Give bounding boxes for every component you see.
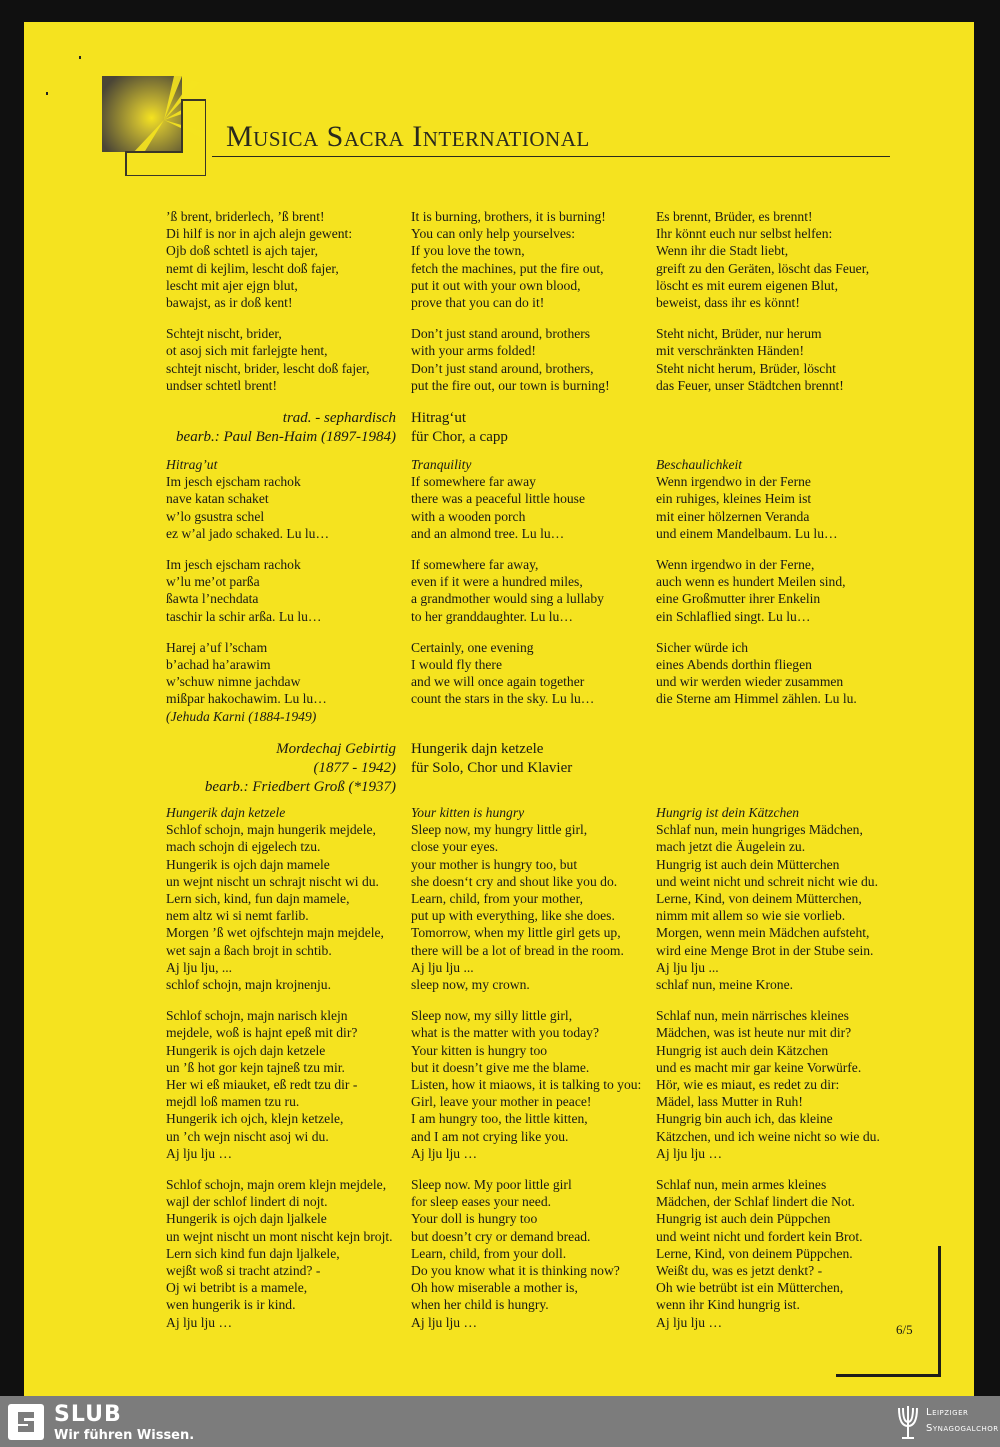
lyric-line: ein ruhiges, kleines Heim ist bbox=[656, 491, 812, 507]
song3-english bbox=[411, 804, 649, 1331]
stanza bbox=[656, 208, 886, 311]
lyric-line: w’lu me’ot parßa bbox=[166, 574, 260, 590]
lyric-line: Schlof schojn, majn hungerik mejdele, bbox=[166, 822, 376, 838]
song1-german bbox=[656, 208, 886, 394]
lyric-line: wen hungerik is ir kind. bbox=[166, 1297, 296, 1313]
lyric-line: and we will once again together bbox=[411, 674, 585, 690]
lyric-line: Steht nicht, Brüder, nur herum bbox=[656, 326, 822, 342]
lyricist: (Jehuda Karni (1884-1949) bbox=[166, 708, 317, 724]
stanza bbox=[411, 208, 649, 311]
lyric-line: your mother is hungry too, but bbox=[411, 856, 578, 872]
lyric-line: Your doll is hungry too bbox=[411, 1211, 538, 1227]
lyric-line: Schlaf nun, mein armes kleines bbox=[656, 1177, 827, 1193]
lyric-line: Sleep now, my hungry little girl, bbox=[411, 822, 588, 838]
column-title: Your kitten is hungry bbox=[411, 805, 525, 820]
stanza bbox=[656, 1176, 886, 1331]
lyric-line: nem altz wi si nemt farlib. bbox=[166, 908, 309, 924]
lyric-line: Aj lju lju … bbox=[166, 1314, 233, 1330]
lyric-line: das Feuer, unser Städtchen brennt! bbox=[656, 377, 844, 393]
lyric-line: Hör, wie es miaut, es redet zu dir: bbox=[656, 1077, 840, 1093]
lyric-line: Sleep now. My poor little girl bbox=[411, 1177, 572, 1193]
lyric-line: Do you know what it is thinking now? bbox=[411, 1263, 620, 1279]
lyric-line: und einem Mandelbaum. Lu lu… bbox=[656, 525, 838, 541]
song3-credit bbox=[134, 740, 396, 797]
lyric-line: Hungrig ist auch dein Püppchen bbox=[656, 1211, 831, 1227]
stanza bbox=[656, 1007, 886, 1162]
lyric-line: ’ß brent, briderlech, ’ß brent! bbox=[166, 209, 325, 224]
stanza bbox=[166, 556, 406, 625]
stanza bbox=[656, 325, 886, 394]
lyric-line: Sleep now, my silly little girl, bbox=[411, 1008, 573, 1024]
lyric-line: and an almond tree. Lu lu… bbox=[411, 525, 565, 541]
stanza bbox=[411, 325, 649, 394]
stanza bbox=[411, 1176, 649, 1331]
lyric-line: what is the matter with you today? bbox=[411, 1025, 600, 1041]
lyric-line: Aj lju lju, ... bbox=[166, 959, 233, 975]
lyric-line: nave katan schaket bbox=[166, 491, 269, 507]
lyric-line: Harej a’uf l’scham bbox=[166, 639, 268, 655]
stanza bbox=[656, 821, 886, 993]
lyric-line: even if it were a hundred miles, bbox=[411, 574, 583, 590]
lyric-line: undser schtetl brent! bbox=[166, 377, 277, 393]
lyric-line: Schlaf nun, mein närrisches kleines bbox=[656, 1008, 849, 1024]
lyric-line: If somewhere far away, bbox=[411, 557, 539, 573]
column-title: Hungrig ist dein Kätzchen bbox=[656, 805, 800, 820]
program-sheet bbox=[24, 22, 974, 1396]
lyric-line: beweist, dass ihr es könnt! bbox=[656, 295, 800, 311]
brand-title: Musica Sacra International bbox=[226, 120, 590, 153]
lyric-line: Certainly, one evening bbox=[411, 639, 534, 655]
lyric-line: Hungrig bin auch ich, das kleine bbox=[656, 1111, 833, 1127]
credit-line: bearb.: Paul Ben-Haim (1897-1984) bbox=[176, 429, 396, 445]
song3-german bbox=[656, 804, 886, 1331]
lyric-line: löscht es mit eurem eigenen Blut, bbox=[656, 277, 838, 293]
lyric-line: Schlof schojn, majn narisch klejn bbox=[166, 1008, 348, 1024]
lyric-line: w’lo gsustra schel bbox=[166, 508, 265, 524]
lyric-line: un wejnt nischt un schrajt nischt wi du. bbox=[166, 873, 379, 889]
lyric-line: there will be a lot of bread in the room. bbox=[411, 942, 624, 958]
lyric-line: eines Abends dorthin fliegen bbox=[656, 657, 812, 673]
lyric-line: she doesn‘t cry and shout like you do. bbox=[411, 873, 618, 889]
lyric-line: Aj lju lju … bbox=[166, 1145, 233, 1161]
lyric-line: mejdl loß mamen tzu ru. bbox=[166, 1094, 300, 1110]
lyric-line: Weißt du, was es jetzt denkt? - bbox=[656, 1263, 823, 1279]
lyric-line: mißpar hakochawim. Lu lu… bbox=[166, 691, 327, 707]
lyric-line: Di hilf is nor in ajch alejn gewent: bbox=[166, 226, 353, 242]
lyric-line: put the fire out, our town is burning! bbox=[411, 377, 610, 393]
lyric-line: Listen, how it miaows, it is talking to you: bbox=[411, 1077, 642, 1093]
song1-yiddish bbox=[166, 208, 406, 394]
song1-english bbox=[411, 208, 649, 394]
credit-line: Mordechaj Gebirtig bbox=[276, 741, 396, 757]
lyric-line: Learn, child, from your mother, bbox=[411, 891, 583, 907]
stanza bbox=[411, 473, 649, 542]
speck bbox=[46, 92, 48, 95]
lyric-line: If somewhere far away bbox=[411, 474, 536, 490]
lyric-line: und weint nicht und fordert kein Brot. bbox=[656, 1228, 863, 1244]
stanza bbox=[411, 556, 649, 625]
lyric-line: with a wooden porch bbox=[411, 508, 526, 524]
column-title: Hitrag’ut bbox=[166, 457, 218, 472]
lyric-line: und wir werden wieder zusammen bbox=[656, 674, 844, 690]
credit-line: (1877 - 1942) bbox=[313, 760, 396, 776]
lyric-line: mit einer hölzernen Veranda bbox=[656, 508, 810, 524]
lyric-line: Ihr könnt euch nur selbst helfen: bbox=[656, 226, 833, 242]
lyric-line: but doesn’t cry or demand bread. bbox=[411, 1228, 591, 1244]
stanza bbox=[656, 473, 886, 542]
choir-name-line1: Leipziger bbox=[926, 1407, 969, 1418]
lyric-line: bawajst, as ir doß kent! bbox=[166, 295, 293, 311]
lyric-line: Im jesch ejscham rachok bbox=[166, 557, 301, 573]
stanza bbox=[411, 821, 649, 993]
lyric-line: Her wi eß miauket, eß redt tzu dir - bbox=[166, 1077, 358, 1093]
lyric-line: Oh how miserable a mother is, bbox=[411, 1280, 578, 1296]
lyric-line: Es brennt, Brüder, es brennt! bbox=[656, 209, 813, 224]
lyric-line: when her child is hungry. bbox=[411, 1297, 549, 1313]
lyric-line: Aj lju lju … bbox=[656, 1145, 723, 1161]
song2-english bbox=[411, 456, 649, 708]
lyric-line: wajl der schlof lindert di nojt. bbox=[166, 1194, 328, 1210]
lyric-line: Hungerik is ojch dajn mamele bbox=[166, 856, 330, 872]
lyric-line: lescht mit ajer ejgn blut, bbox=[166, 277, 298, 293]
stanza bbox=[166, 473, 406, 542]
footer-bar bbox=[0, 1396, 1000, 1447]
lyric-line: You can only help yourselves: bbox=[411, 226, 575, 242]
title-rule bbox=[212, 156, 890, 157]
lyric-line: mach jetzt die Äugelein zu. bbox=[656, 839, 806, 855]
song2-german bbox=[656, 456, 886, 708]
lyric-line: Don’t just stand around, brothers bbox=[411, 326, 591, 342]
lyric-line: Aj lju lju … bbox=[656, 1314, 723, 1330]
lyric-line: und weint nicht und schreit nicht wie du. bbox=[656, 873, 878, 889]
stanza bbox=[166, 821, 406, 993]
lyric-line: I would fly there bbox=[411, 657, 502, 673]
lyric-line: auch wenn es hundert Meilen sind, bbox=[656, 574, 846, 590]
lyric-line: ot asoj sich mit farlejgte hent, bbox=[166, 343, 328, 359]
lyric-line: Oj wi betribt is a mamele, bbox=[166, 1280, 308, 1296]
lyric-line: ez w’al jado schaked. Lu lu… bbox=[166, 525, 330, 541]
lyric-line: nemt di kejlim, lescht doß fajer, bbox=[166, 260, 339, 276]
lyric-line: to her granddaughter. Lu lu… bbox=[411, 608, 573, 624]
song2-hebrew bbox=[166, 456, 406, 725]
song2-title bbox=[411, 409, 649, 447]
choir-name-line2: Synagogalchor bbox=[926, 1423, 999, 1434]
stanza bbox=[656, 556, 886, 625]
page-number: 6/5 bbox=[896, 1322, 913, 1337]
lyric-line: un ’ß hot gor kejn tajneß tzu mir. bbox=[166, 1059, 345, 1075]
stanza bbox=[411, 639, 649, 708]
speck bbox=[79, 56, 81, 59]
lyric-line: Mädchen, der Schlaf lindert die Not. bbox=[656, 1194, 855, 1210]
slub-logo-icon[interactable] bbox=[8, 1404, 44, 1440]
lyric-line: und es macht mir gar keine Vorwürfe. bbox=[656, 1059, 862, 1075]
lyric-line: mejdele, woß is hajnt epeß mit dir? bbox=[166, 1025, 358, 1041]
lyric-line: for sleep eases your need. bbox=[411, 1194, 552, 1210]
lyric-line: Mädchen, was ist heute nur mit dir? bbox=[656, 1025, 852, 1041]
lyric-line: put up with everything, like she does. bbox=[411, 908, 615, 924]
library-name[interactable]: SLUB bbox=[54, 1402, 122, 1427]
lyric-line: Lern sich kind fun dajn ljalkele, bbox=[166, 1245, 340, 1261]
song3-yiddish bbox=[166, 804, 406, 1331]
lyric-line: nimm mit allem so wie sie vorlieb. bbox=[656, 908, 846, 924]
lyric-line: Oh wie betrübt ist ein Mütterchen, bbox=[656, 1280, 844, 1296]
lyric-line: wird eine Menge Brot in der Stube sein. bbox=[656, 942, 874, 958]
lyric-line: Schlaf nun, mein hungriges Mädchen, bbox=[656, 822, 863, 838]
lyric-line: Lerne, Kind, von deinem Püppchen. bbox=[656, 1245, 853, 1261]
lyric-line: Steht nicht herum, Brüder, löscht bbox=[656, 360, 836, 376]
song-title: Hitrag‘ut bbox=[411, 410, 466, 426]
credit-line: bearb.: Friedbert Groß (*1937) bbox=[204, 779, 396, 795]
stanza bbox=[656, 639, 886, 708]
lyric-line: Your kitten is hungry too bbox=[411, 1042, 548, 1058]
lyric-line: Tomorrow, when my little girl gets up, bbox=[411, 925, 621, 941]
lyric-line: taschir la schir arßa. Lu lu… bbox=[166, 608, 322, 624]
lyric-line: ßawta l’nechdata bbox=[166, 591, 259, 607]
lyric-line: un ’ch wejn nischt asoj wi du. bbox=[166, 1128, 329, 1144]
lyric-line: wenn ihr Kind hungrig ist. bbox=[656, 1297, 800, 1313]
lyric-line: eine Großmutter ihrer Enkelin bbox=[656, 591, 821, 607]
lyric-line: Aj lju lju ... bbox=[656, 959, 719, 975]
lyric-line: schlof schojn, majn krojnenju. bbox=[166, 977, 331, 993]
song-title: Hungerik dajn ketzele bbox=[411, 741, 544, 757]
credit-line: trad. - sephardisch bbox=[282, 410, 396, 426]
lyric-line: greift zu den Geräten, löscht das Feuer, bbox=[656, 260, 870, 276]
lyric-line: mach schojn di ejgelech tzu. bbox=[166, 839, 321, 855]
stanza bbox=[166, 1007, 406, 1162]
song-subtitle: für Chor, a capp bbox=[411, 429, 508, 445]
library-slogan: Wir führen Wissen. bbox=[54, 1428, 195, 1443]
lyric-line: Hungrig ist auch dein Kätzchen bbox=[656, 1042, 829, 1058]
lyric-line: Hungrig ist auch dein Mütterchen bbox=[656, 856, 840, 872]
lyric-line: Kätzchen, und ich weine nicht so wie du. bbox=[656, 1128, 880, 1144]
lyric-line: fetch the machines, put the fire out, bbox=[411, 260, 604, 276]
stanza bbox=[166, 208, 406, 311]
lyric-line: mit verschränkten Händen! bbox=[656, 343, 804, 359]
lyric-line: Wenn irgendwo in der Ferne bbox=[656, 474, 811, 490]
lyric-line: Learn, child, from your doll. bbox=[411, 1245, 567, 1261]
lyric-line: put it out with your own blood, bbox=[411, 277, 581, 293]
lyric-line: Hungerik is ojch dajn ketzele bbox=[166, 1042, 326, 1058]
song3-title bbox=[411, 740, 649, 778]
lyric-line: It is burning, brothers, it is burning! bbox=[411, 209, 606, 224]
lyric-line: wejßt woß si tracht atzind? - bbox=[166, 1263, 321, 1279]
lyric-line: Im jesch ejscham rachok bbox=[166, 474, 301, 490]
lyric-line: Don’t just stand around, brothers, bbox=[411, 360, 594, 376]
lyric-line: Girl, leave your mother in peace! bbox=[411, 1094, 592, 1110]
lyric-line: w’schuw nimne jachdaw bbox=[166, 674, 301, 690]
song2-credit bbox=[134, 409, 396, 447]
corner-bracket bbox=[836, 1374, 941, 1377]
lyric-line: Lern sich, kind, fun dajn mamele, bbox=[166, 891, 350, 907]
lyric-line: but it doesn’t give me the blame. bbox=[411, 1059, 590, 1075]
menorah-icon bbox=[895, 1400, 921, 1442]
lyric-line: Morgen, wenn mein Mädchen aufsteht, bbox=[656, 925, 870, 941]
lyric-line: wet sajn a ßach brojt in schtib. bbox=[166, 942, 332, 958]
lyric-line: I am hungry too, the little kitten, bbox=[411, 1111, 588, 1127]
stanza bbox=[411, 1007, 649, 1162]
song-subtitle: für Solo, Chor und Klavier bbox=[411, 760, 573, 776]
lyric-line: and I am not crying like you. bbox=[411, 1128, 569, 1144]
lyric-line: Mädel, lass Mutter in Ruh! bbox=[656, 1094, 803, 1110]
column-title: Beschaulichkeit bbox=[656, 457, 743, 472]
lyric-line: Lerne, Kind, von deinem Mütterchen, bbox=[656, 891, 862, 907]
lyric-line: Aj lju lju … bbox=[411, 1145, 478, 1161]
stanza bbox=[166, 639, 406, 708]
sunburst-logo-icon bbox=[102, 76, 206, 176]
lyric-line: schlaf nun, meine Krone. bbox=[656, 977, 794, 993]
lyric-line: prove that you can do it! bbox=[411, 295, 545, 311]
lyric-line: Sicher würde ich bbox=[656, 639, 749, 655]
lyric-line: die Sterne am Himmel zählen. Lu lu. bbox=[656, 691, 857, 707]
lyric-line: Wenn irgendwo in der Ferne, bbox=[656, 557, 815, 573]
lyric-line: there was a peaceful little house bbox=[411, 491, 585, 507]
column-title: Hungerik dajn ketzele bbox=[166, 805, 286, 820]
lyric-line: un wejnt nischt un mont nischt kejn brojt. bbox=[166, 1228, 393, 1244]
column-title: Tranquility bbox=[411, 457, 472, 472]
lyric-line: count the stars in the sky. Lu lu… bbox=[411, 691, 595, 707]
lyric-line: schtejt nischt, brider, lescht doß fajer, bbox=[166, 360, 370, 376]
lyric-line: Wenn ihr die Stadt liebt, bbox=[656, 243, 789, 259]
lyric-line: If you love the town, bbox=[411, 243, 525, 259]
lyric-line: Ojb doß schtetl is ajch tajer, bbox=[166, 243, 318, 259]
lyric-line: a grandmother would sing a lullaby bbox=[411, 591, 604, 607]
lyric-line: Aj lju lju … bbox=[411, 1314, 478, 1330]
lyric-line: sleep now, my crown. bbox=[411, 977, 530, 993]
stanza bbox=[166, 1176, 406, 1331]
lyric-line: Aj lju lju ... bbox=[411, 959, 474, 975]
lyric-line: ein Schlaflied singt. Lu lu… bbox=[656, 608, 811, 624]
lyric-line: Morgen ’ß wet ojfschtejn majn mejdele, bbox=[166, 925, 384, 941]
lyric-line: Schtejt nischt, brider, bbox=[166, 326, 282, 342]
corner-bracket bbox=[938, 1246, 941, 1376]
stanza bbox=[166, 325, 406, 394]
lyric-line: Hungerik is ojch dajn ljalkele bbox=[166, 1211, 327, 1227]
lyric-line: with your arms folded! bbox=[411, 343, 536, 359]
lyric-line: b’achad ha’arawim bbox=[166, 657, 271, 673]
lyric-line: Schlof schojn, majn orem klejn mejdele, bbox=[166, 1177, 387, 1193]
lyric-line: Hungerik ich ojch, klejn ketzele, bbox=[166, 1111, 344, 1127]
lyric-line: close your eyes. bbox=[411, 839, 499, 855]
